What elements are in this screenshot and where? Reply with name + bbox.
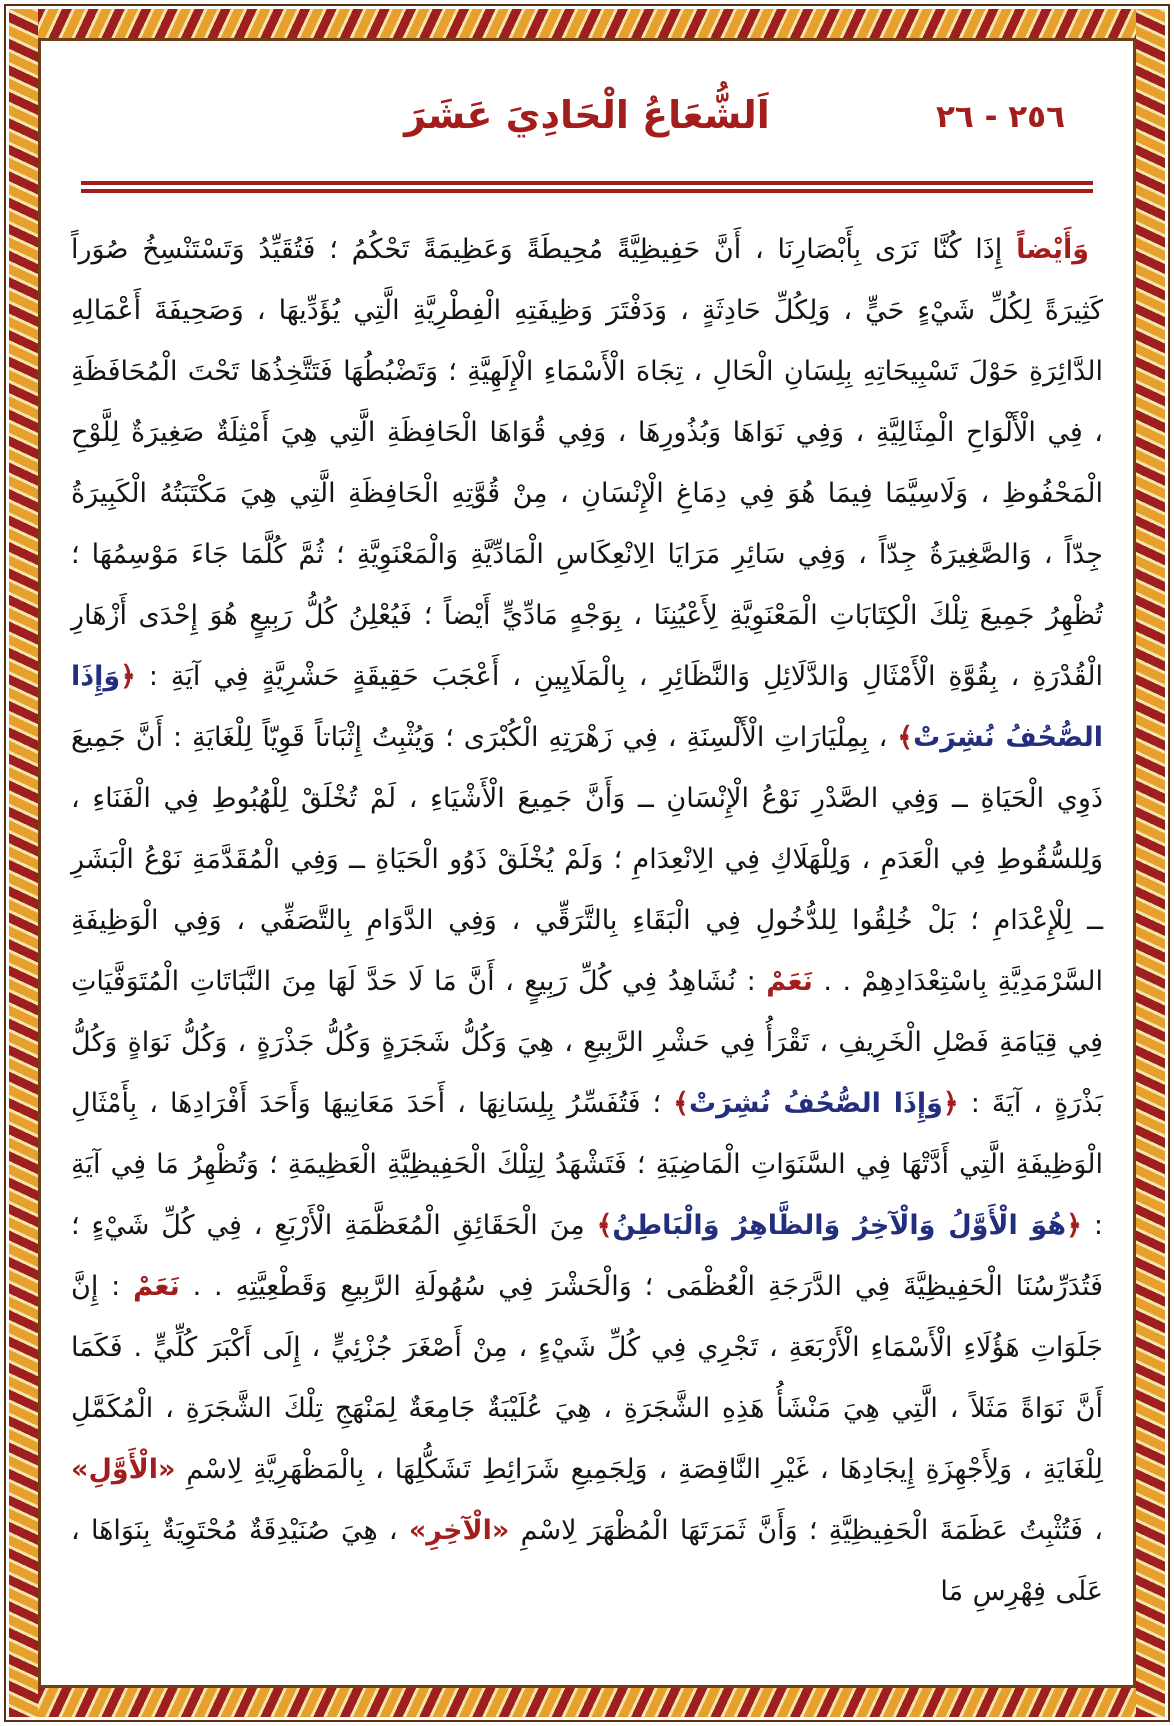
body-text-run: ؛ فَتُفَسِّرُ بِلِسَانِهَا ، أَحَدَ مَعَانِيهَا وَأَحَدَ أَفْرَادِهَا ، بِأَمْثَالِ الْوَظِيفَةِ الَّتِي أَدَّتْهَا فِي السَّنَوَاتِ الْمَاضِيَةِ ؛ فَتَشْهَدُ لِتِلْكَ الْحَفِيظِيَّةِ الْعَظِيمَةِ ؛ وَتُظْهِرُ مَا فِي آيَةِ : [71,1088,1103,1242]
verse-bracket: ﴾ [897,722,914,754]
body-text-run: ، فَتُثْبِتُ عَظَمَةَ الْحَفِيظِيَّةِ ؛ وَأَنَّ ثَمَرَتَهَا الْمُظْهَرَ لِاسْمِ [509,1515,1104,1547]
border-right-band [1136,9,1165,1717]
verse-bracket: ﴾ [673,1088,689,1120]
body-text-run: ، بِمِلْيَارَاتِ الْأَلْسِنَةِ ، فِي زَهْرَتِهِ الْكُبْرَى ؛ وَيُثْبِتُ إِثْبَاتاً قَوِيّاً لِلْغَايَةِ : أَنَّ جَمِيعَ ذَوِي الْحَيَاةِ ــ وَفِي الصَّدْرِ نَوْعُ الْإِنْسَانِ ــ وَأَنَّ جَمِيعَ الْأَشْيَاءِ ، لَمْ تُخْلَقْ لِلْهُبُوطِ فِي الْفَنَاءِ ، وَلِلسُّقُوطِ فِي الْعَدَمِ ، وَلِلْهَلَاكِ فِي الِانْعِدَامِ ؛ وَلَمْ يُخْلَقْ ذَوُو الْحَيَاةِ ــ وَفِي الْمُقَدَّمَةِ نَوْعُ الْبَشَرِ ــ لِلْإِعْدَامِ ؛ بَلْ خُلِقُوا لِلدُّخُولِ فِي الْبَقَاءِ بِالتَّرَقِّي ، وَفِي الدَّوَامِ بِالتَّصَفِّي ، وَفِي الْوَظِيفَةِ السَّرْمَدِيَّةِ بِاسْتِعْدَادِهِمْ . . [71,722,1103,998]
body-text-run: : نُشَاهِدُ فِي كُلِّ رَبِيعٍ ، أَنَّ مَا لَا حَدَّ لَهَا مِنَ النَّبَاتَاتِ الْمُتَوَفَّيَاتِ فِي قِيَامَةِ فَصْلِ الْخَرِيفِ ، تَقْرَأُ فِي حَشْرِ الرَّبِيعِ ، هِيَ وَكُلُّ شَجَرَةٍ وَكُلُّ جَذْرَةٍ ، وَكُلُّ نَوَاةٍ وَكُلُّ بَذْرَةٍ ، آيَةَ : [71,966,1103,1120]
page-title: اَلشُّعَاعُ الْحَادِيَ عَشَرَ [404,93,770,137]
page-number: ٢٥٦ - ٢٦ [935,99,1065,135]
body-text-run: مِنَ الْحَقَائِقِ الْمُعَظَّمَةِ الْأَرْبَعِ ، فِي كُلِّ شَيْءٍ ؛ فَتُدَرِّسُنَا الْحَفِيظِيَّةَ فِي الدَّرَجَةِ الْعُظْمَى ؛ وَالْحَشْرَ فِي سُهُولَةِ الرَّبِيعِ وَقَطْعِيَّتِهِ . . [71,1210,1103,1303]
emphasis-red: «الْآخِرِ» [408,1515,510,1547]
quran-verse: وَإِذَا الصُّحُفُ نُشِرَتْ [688,1088,943,1120]
verse-bracket: ﴿ [1066,1210,1082,1242]
emphasis-red: «الْأَوَّلِ» [71,1454,176,1486]
verse-bracket: ﴿ [120,661,136,693]
border-top-band [9,9,1165,38]
emphasis-red: نَعَمْ [133,1271,180,1303]
body-text [71,219,1103,1622]
emphasis-red: وَأَيْضاً [1016,234,1089,265]
body-text-run: : إِنَّ جَلَوَاتِ هَؤُلَاءِ الْأَسْمَاءِ الْأَرْبَعَةِ ، تَجْرِي فِي كُلِّ شَيْءٍ ، مِنْ أَصْغَرَ جُزْئِيٍّ ، إِلَى أَكْبَرَ كُلِّيٍّ . فَكَمَا أَنَّ نَوَاةً مَثَلاً ، الَّتِي هِيَ مَنْشَأُ هَذِهِ الشَّجَرَةِ ، هِيَ عُلَيْبَةٌ جَامِعَةٌ لِمَنْهَجِ تِلْكَ الشَّجَرَةِ ، الْمُكَمَّلِ لِلْغَايَةِ ، وَلِأَجْهِزَةِ إِيجَادِهَا ، غَيْرِ النَّاقِصَةِ ، وَلِجَمِيعِ شَرَائِطِ تَشَكُّلِهَا ، بِالْمَظْهَرِيَّةِ لِاسْمِ [71,1271,1103,1486]
header-rule-line-bottom [81,189,1093,193]
verse-bracket: ﴿ [942,1088,959,1120]
border-left-band [9,9,38,1717]
body-text-run: ، هِيَ صُنَيْدِقَةٌ مُحْتَوِيَةٌ بِنَوَاهَا ، عَلَى فِهْرِسِ مَا [71,1515,1103,1608]
quran-verse: هُوَ الْأَوَّلُ وَالْآخِرُ وَالظَّاهِرُ وَالْبَاطِنُ [612,1210,1067,1242]
header-rule-line-top [81,181,1093,185]
page-content [41,41,1133,1685]
header-rule [81,181,1093,193]
border-bottom-band [9,1688,1165,1717]
page-header [69,67,1105,173]
verse-bracket: ﴾ [596,1210,613,1242]
body-text-run: إِذَا كُنَّا نَرَى بِأَبْصَارِنَا ، أَنَّ حَفِيظِيَّةً مُحِيطَةً وَعَظِيمَةً تَحْكُمُ ؛ فَتُقَيِّدُ وَتَسْتَنْسِخُ صُوَراً كَثِيرَةً لِكُلِّ شَيْءٍ حَيٍّ ، وَلِكُلِّ حَادِثَةٍ ، وَدَفْتَرَ وَظِيفَتِهِ الْفِطْرِيَّةِ الَّتِي يُؤَدِّيهَا ، وَصَحِيفَةَ أَعْمَالِهِ الدَّائِرَةِ حَوْلَ تَسْبِيحَاتِهِ بِلِسَانِ الْحَالِ ، تِجَاهَ الْأَسْمَاءِ الْإِلَهِيَّةِ ؛ وَتَضْبُطُهَا فَتَتَّخِذُهَا تَحْتَ الْمُحَافَظَةِ ، فِي الْأَلْوَاحِ الْمِثَالِيَّةِ ، وَفِي نَوَاهَا وَبُذُورِهَا ، وَفِي قُوَاهَا الْحَافِظَةِ الَّتِي هِيَ أَمْثِلَةٌ صَغِيرَةٌ لِلَّوْحِ الْمَحْفُوظِ ، وَلَاسِيَّمَا فِيمَا هُوَ فِي دِمَاغِ الْإِنْسَانِ ، مِنْ قُوَّتِهِ الْحَافِظَةِ الَّتِي هِيَ مَكْتَبَتُهُ الْكَبِيرَةُ جِدّاً ، وَالصَّغِيرَةُ جِدّاً ، وَفِي سَائِرِ مَرَايَا الِانْعِكَاسِ الْمَادِّيَّةِ وَالْمَعْنَوِيَّةِ ؛ ثُمَّ كُلَّمَا جَاءَ مَوْسِمُهَا ؛ تُظْهِرُ جَمِيعَ تِلْكَ الْكِتَابَاتِ الْمَعْنَوِيَّةِ لِأَعْيُنِنَا ، بِوَجْهٍ مَادِّيٍّ أَيْضاً ؛ فَيُعْلِنُ كُلُّ رَبِيعٍ هُوَ إِحْدَى أَزْهَارِ الْقُدْرَةِ ، بِقُوَّةِ الْأَمْثَالِ وَالدَّلَائِلِ وَالنَّظَائِرِ ، بِالْمَلَايِينِ ، أَعْجَبَ حَقِيقَةٍ حَشْرِيَّةٍ فِي آيَةِ : [71,234,1103,693]
quran-verse: وَإِذَا الصُّحُفُ نُشِرَتْ [71,661,1103,754]
emphasis-red: نَعَمْ [766,966,813,998]
